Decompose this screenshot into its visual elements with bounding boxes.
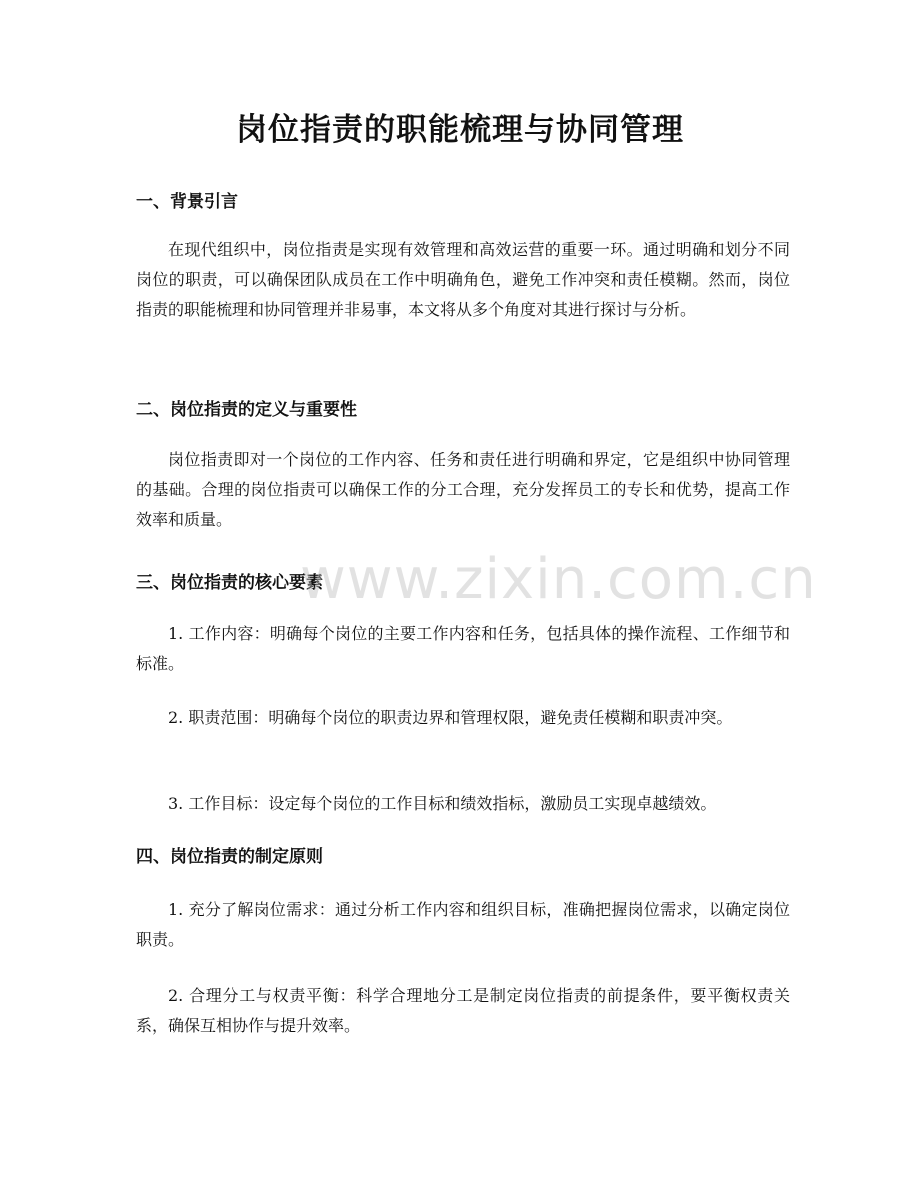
section-paragraph: 在现代组织中，岗位指责是实现有效管理和高效运营的重要一环。通过明确和划分不同岗位的职责，可以确保团队成员在工作中明确角色，避免工作冲突和责任模糊。然而，岗位指责的职能梳理和协同管理并非易事，本文将从多个角度对其进行探讨与分析。 bbox=[136, 240, 790, 319]
list-item: 2. 职责范围：明确每个岗位的职责边界和管理权限，避免责任模糊和职责冲突。 bbox=[168, 708, 733, 727]
list-item: 2. 合理分工与权责平衡：科学合理地分工是制定岗位指责的前提条件，要平衡权责关系，确保互相协作与提升效率。 bbox=[136, 986, 790, 1035]
section-heading-principles: 四、岗位指责的制定原则 bbox=[136, 847, 323, 867]
section-heading-background: 一、背景引言 bbox=[136, 192, 238, 212]
section-heading-core-elements: 三、岗位指责的核心要素 bbox=[136, 573, 323, 593]
watermark-text: www.zixin.com.cn bbox=[300, 547, 817, 612]
list-item: 1. 工作内容：明确每个岗位的主要工作内容和任务，包括具体的操作流程、工作细节和标准。 bbox=[136, 624, 790, 673]
list-item: 3. 工作目标：设定每个岗位的工作目标和绩效指标，激励员工实现卓越绩效。 bbox=[168, 794, 717, 813]
section-paragraph: 岗位指责即对一个岗位的工作内容、任务和责任进行明确和界定，它是组织中协同管理的基础。合理的岗位指责可以确保工作的分工合理，充分发挥员工的专长和优势，提高工作效率和质量。 bbox=[136, 450, 790, 529]
section-heading-definition: 二、岗位指责的定义与重要性 bbox=[136, 400, 357, 420]
page-title: 岗位指责的职能梳理与协同管理 bbox=[236, 112, 684, 148]
list-item: 1. 充分了解岗位需求：通过分析工作内容和组织目标，准确把握岗位需求，以确定岗位职责。 bbox=[136, 900, 790, 949]
